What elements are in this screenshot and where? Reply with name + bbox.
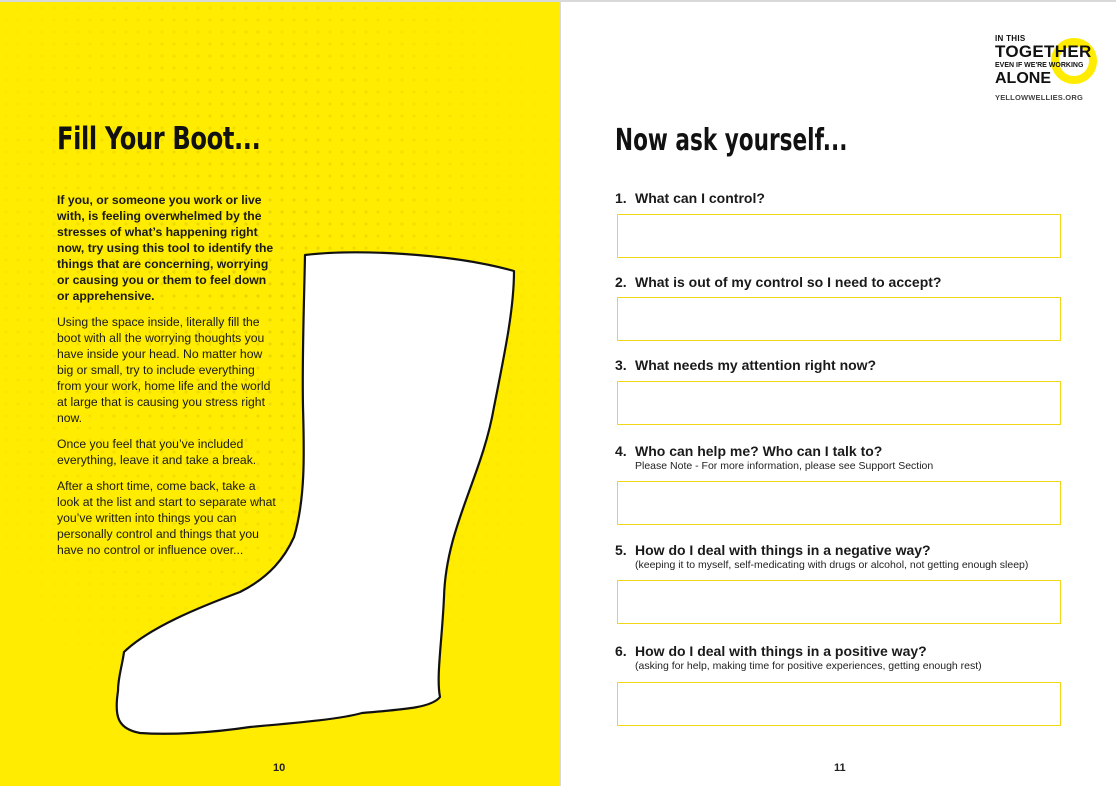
question-note: Please Note - For more information, please see Support Section — [635, 460, 934, 472]
page-title: Now ask yourself... — [615, 123, 848, 158]
question-number: 6. — [615, 643, 627, 659]
answer-box[interactable] — [617, 682, 1061, 726]
answer-box[interactable] — [617, 481, 1061, 525]
page-title: Fill Your Boot... — [57, 121, 261, 157]
question-note: (keeping it to myself, self-medicating with drugs or alcohol, not getting enough sleep) — [635, 559, 1029, 571]
question — [615, 443, 1075, 472]
left-page — [0, 2, 560, 786]
question-text: Who can help me? Who can I talk to? — [635, 443, 883, 459]
intro-paragraph: If you, or someone you work or live with, is feeling overwhelmed by the stresses of what’s happening right now, try using this tool to identify the things that are concerning, worrying or causing you or them to feel down or apprehensive. — [57, 193, 274, 303]
answer-box[interactable] — [617, 214, 1061, 258]
paragraph: Once you feel that you’ve included everything, leave it and take a break. — [57, 437, 257, 467]
question — [615, 190, 1075, 206]
question-text: What can I control? — [635, 190, 765, 206]
question-number: 4. — [615, 443, 627, 459]
question — [615, 274, 1075, 290]
answer-box[interactable] — [617, 580, 1061, 624]
question-number: 2. — [615, 274, 627, 290]
question-number: 3. — [615, 357, 627, 373]
page-number: 10 — [273, 762, 286, 774]
question — [615, 542, 1075, 571]
question — [615, 357, 1075, 373]
paragraph: After a short time, come back, take a look at the list and start to separate what you’ve written into things you can personally control and things that you have no control or influence over... — [57, 479, 276, 557]
question-number: 5. — [615, 542, 627, 558]
paragraph: Using the space inside, literally fill the boot with all the worrying thoughts you have inside your head. No matter how big or small, try to include everything from your work, home life and the world at large that is causing you stress right now. — [57, 315, 271, 425]
boot-outline[interactable] — [110, 247, 530, 747]
logo-line: IN THIS — [995, 34, 1026, 43]
question-text: What needs my attention right now? — [635, 357, 877, 373]
answer-box[interactable] — [617, 381, 1061, 425]
question-text: How do I deal with things in a negative way? — [635, 542, 931, 558]
page-number: 11 — [834, 762, 846, 774]
logo-line: TOGETHER — [995, 42, 1092, 61]
in-this-together-logo — [991, 32, 1101, 108]
question-number: 1. — [615, 190, 627, 206]
logo-line: ALONE — [995, 70, 1051, 87]
question-text: What is out of my control so I need to accept? — [635, 274, 942, 290]
question — [615, 643, 1075, 672]
question-note: (asking for help, making time for positive experiences, getting enough rest) — [635, 660, 982, 672]
logo-url: YELLOWWELLIES.ORG — [995, 93, 1083, 102]
answer-box[interactable] — [617, 297, 1061, 341]
question-text: How do I deal with things in a positive way? — [635, 643, 927, 659]
logo-line: EVEN IF WE'RE WORKING — [995, 62, 1084, 69]
right-page — [561, 2, 1116, 786]
